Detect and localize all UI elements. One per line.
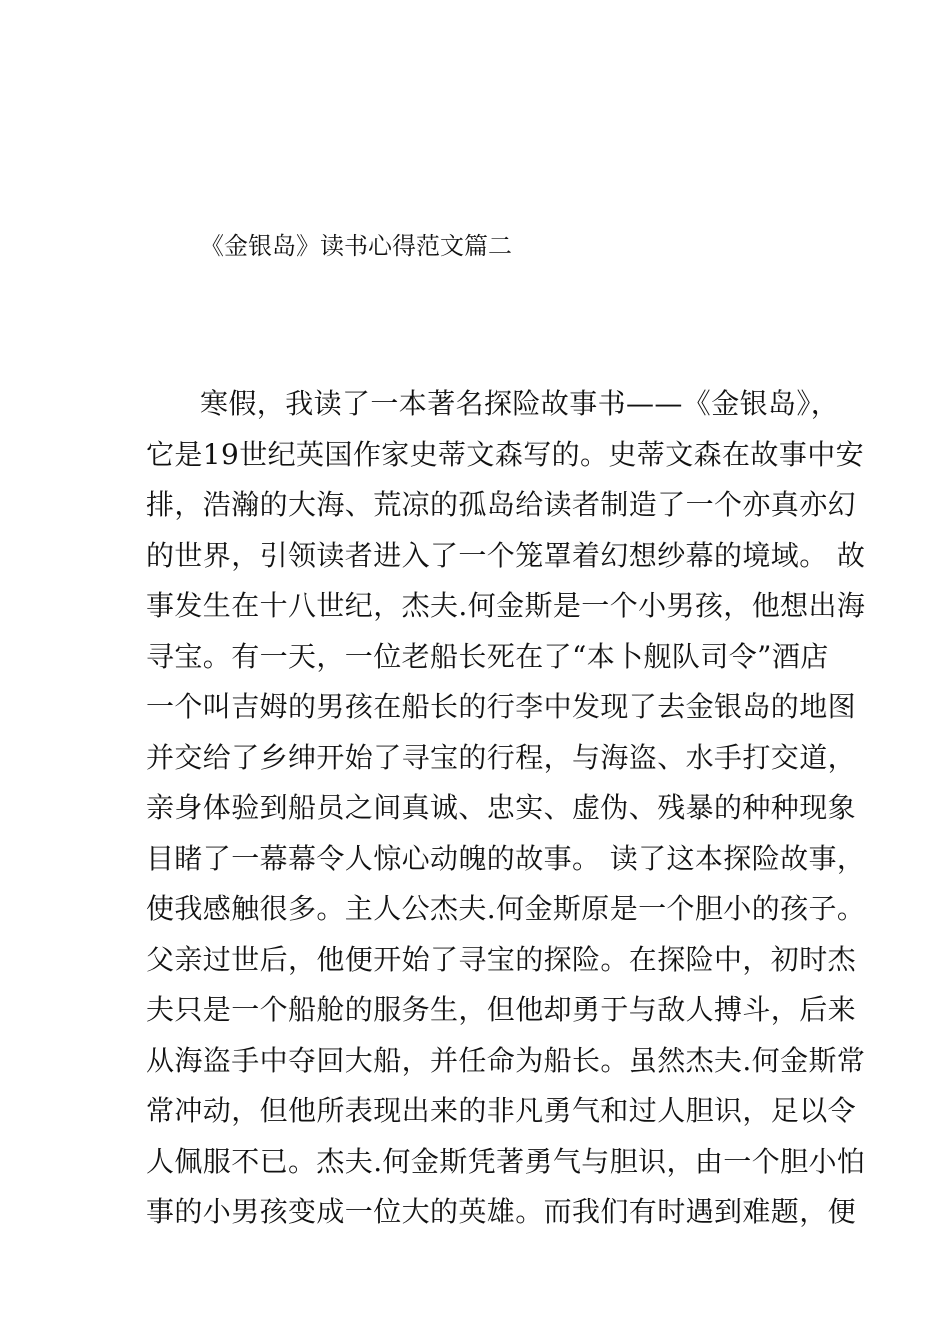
text-line: 从海盗手中夺回大船，并任命为船长。虽然杰夫.何金斯常 [146, 1043, 866, 1077]
text-line: 事的小男孩变成一位大的英雄。而我们有时遇到难题，便 [146, 1195, 857, 1228]
text-line: 寻宝。有一天，一位老船长死在了“本卜舰队司令”酒店 [146, 639, 829, 673]
text-line: 目睹了一幕幕令人惊心动魄的故事。 读了这本探险故事， [146, 841, 866, 875]
text-line: 事发生在十八世纪，杰夫.何金斯是一个小男孩，他想出海 [146, 589, 866, 622]
text-line: 的世界，引领读者进入了一个笼罩着幻想纱幕的境域。 故 [146, 538, 866, 572]
text-line: 并交给了乡绅开始了寻宝的行程，与海盗、水手打交道， [146, 740, 857, 774]
text-line: 排，浩瀚的大海、荒凉的孤岛给读者制造了一个亦真亦幻 [146, 488, 857, 521]
text-line: 使我感触很多。主人公杰夫.何金斯原是一个胆小的孩子。 [146, 892, 866, 925]
text-line: 人佩服不已。杰夫.何金斯凭著勇气与胆识，由一个胆小怕 [146, 1144, 866, 1178]
text-line: 亲身体验到船员之间真诚、忠实、虚伪、残暴的种种现象 [146, 791, 857, 824]
text-line: 寒假，我读了一本著名探险故事书——《金银岛》， [200, 387, 840, 420]
text-line: 常冲动，但他所表现出来的非凡勇气和过人胆识，足以令 [146, 1094, 857, 1127]
text-line: 夫只是一个船舱的服务生，但他却勇于与敌人搏斗，后来 [146, 993, 857, 1026]
body-paragraph [146, 379, 866, 1238]
document-title: 《金银岛》读书心得范文篇二 [200, 232, 512, 260]
text-line: 一个叫吉姆的男孩在船长的行李中发现了去金银岛的地图 [146, 690, 857, 723]
text-line: 父亲过世后，他便开始了寻宝的探险。在探险中，初时杰 [146, 942, 857, 976]
text-line: 它是19世纪英国作家史蒂文森写的。史蒂文森在故事中安 [146, 437, 865, 471]
